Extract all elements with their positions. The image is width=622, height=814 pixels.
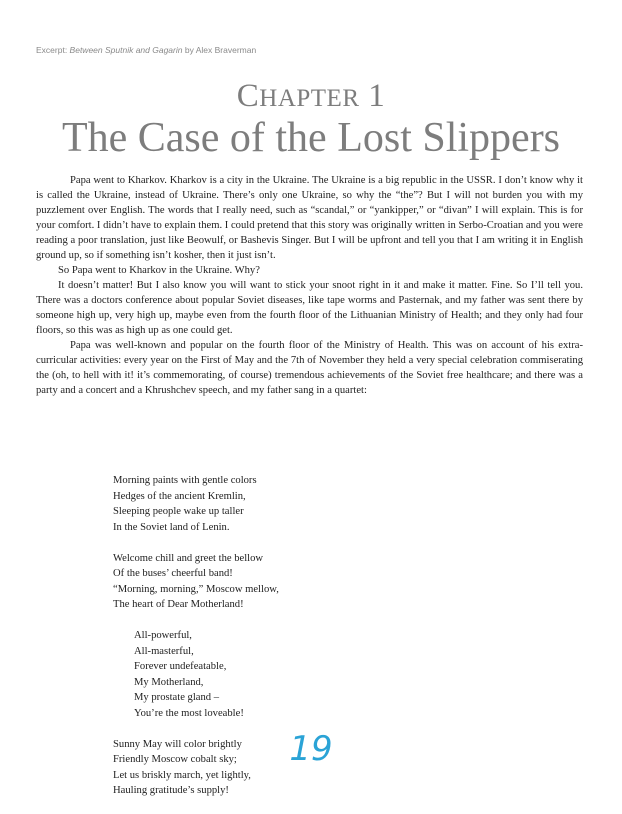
excerpt-prefix: Excerpt: (36, 45, 70, 55)
poem-line: You’re the most loveable! (134, 707, 244, 719)
page-number: 19 (289, 729, 333, 769)
chapter-label-initial: C (236, 78, 260, 114)
poem-line: All-powerful, (134, 630, 192, 641)
poem-line: Friendly Moscow cobalt sky; (113, 754, 237, 765)
paragraph: Papa was well-known and popular on the fourth floor of the Ministry of Health. This was on account of his extra-curricular activities: every year on the First of May and the 7th of November they held a very special celebration commiserating the (oh, to hell with it! it’s commemorating, of course) tremendous achievements of the Soviet free healthcare; and there was a party and a concert and a Khrushchev speech, and my father sang in a quartet: (36, 340, 583, 396)
poem-line: Welcome chill and greet the bellow (113, 552, 264, 564)
chapter-label (0, 80, 622, 113)
poem-line: Let us briskly march, yet lightly, (113, 769, 251, 781)
excerpt-header (36, 45, 256, 55)
poem-line: Hedges of the ancient Kremlin, (113, 490, 246, 502)
chapter-body (36, 173, 583, 398)
book-title: Between Sputnik and Gagarin (69, 45, 183, 55)
poem-line: Of the buses’ cheerful band! (113, 568, 233, 579)
poem-line: My prostate gland – (134, 692, 220, 703)
paragraph: It doesn’t matter! But I also know you will want to stick your snoot right in it and make it matter. Fine. So I’ll tell you. There was a doctors conference about popular Soviet diseases, like tape worms and Pasternak, and my father was sent there by someone high up, very high up, maybe even from the fourth floor of the Lithuanian Ministry of Health; and they only had four floors, so this was as high up as one could get. (36, 280, 583, 336)
poem-line: All-masterful, (134, 645, 194, 657)
chapter-title: The Case of the Lost Slippers (61, 115, 561, 161)
poem-line: “Morning, morning,” Moscow mellow, (113, 583, 279, 595)
poem-line: My Motherland, (134, 676, 204, 688)
paragraph: So Papa went to Kharkov in the Ukraine. Why? (58, 265, 260, 276)
paragraph: Papa went to Kharkov. Kharkov is a city in the Ukraine. The Ukraine is a big republic in the USSR. I don’t know why it is called the Ukraine, instead of Ukraine. There’s only one Ukraine, so why the “the”? But I will not burden you with my puzzlement over English. The words that I really need, such as “scandal,” or “yankipper,” or “divan” I will explain. This is for your comfort. I didn’t have to explain them. I could pretend that this story was originally written in Serbo-Croatian and you were reading a poor translation, just like Beowulf, or Bashevis Singer. But I will be upfront and tell you that I am writing it in English ground up, so if something isn’t kosher, then it just isn’t. (36, 175, 583, 261)
poem-stanza-3 (113, 628, 279, 721)
poem-line: Sunny May will color brightly (113, 738, 242, 750)
poem-line: The heart of Dear Motherland! (113, 599, 244, 610)
poem-line: Sleeping people wake up taller (113, 506, 244, 517)
poem-line: Morning paints with gentle colors (113, 475, 257, 486)
poem-line: In the Soviet land of Lenin. (113, 521, 230, 533)
chapter-label-rest: HAPTER (259, 85, 360, 112)
excerpt-author: by Alex Braverman (182, 45, 257, 55)
poem-stanza-2 (113, 551, 279, 613)
poem-line: Hauling gratitude’s supply! (113, 785, 229, 796)
poem-stanza-1 (113, 473, 279, 535)
poem-line: Forever undefeatable, (134, 661, 227, 672)
chapter-number: 1 (368, 78, 386, 114)
